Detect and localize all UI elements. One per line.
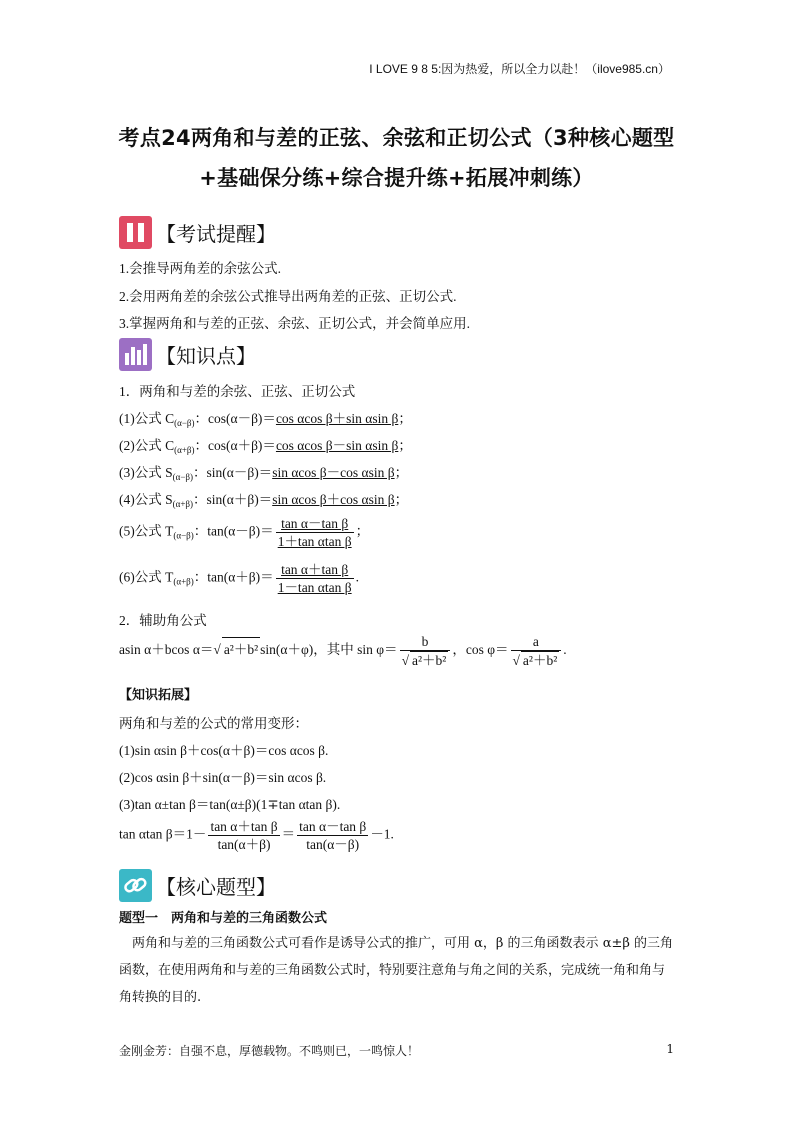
fraction: $\frac{a}{\text{√ a²＋b²}}$ <box>511 633 562 669</box>
exam-reminder-item: 2.会用两角差的余弦公式推导出两角差的正弦、正切公式. <box>119 289 457 304</box>
fraction: $\frac{\text{tan α＋tan β}}{\text{1－tan αtan β}}$ <box>277 562 352 595</box>
tan-formula-line: (6)公式 $T_{(\alpha+\beta)}$：tan(α＋β)＝ $\frac{\text{tan α＋tan β}}{\text{1－tan αtan β}}$ . <box>119 562 359 595</box>
formula-line: (1)公式 $C_{(\alpha-\beta)}$：cos(α－β)＝cos αcos β＋sin αsin β； <box>119 411 412 428</box>
page-number: 1 <box>666 1042 674 1056</box>
fraction: $\frac{b}{\text{√ a²＋b²}}$ <box>400 633 451 669</box>
formula-line: (3)公式 $S_{(\alpha-\beta)}$：sin(α－β)＝sin αcos β－cos αsin β； <box>119 465 409 482</box>
footer-motto: 金刚金芳：自强不息，厚德载物。不鸣则已，一鸣惊人！ <box>119 1044 420 1058</box>
section-core <box>119 867 276 903</box>
question-type-title: 题型一 两角和与差的三角函数公式 <box>119 911 328 926</box>
page-header: I LOVE 9 8 5:因为热爱，所以全力以赴！（ilove985.cn） <box>369 62 670 76</box>
page-title-line1: 考点24两角和与差的正弦、余弦和正切公式（3种核心题型 <box>118 126 675 150</box>
knowledge-heading: 2．辅助角公式 <box>119 613 207 628</box>
extension-formula: tan αtan β＝1－ $\frac{\text{tan α＋tan β}}{\tan(\alpha+\beta)}$ ＝ $\frac{\text{tan α－tan β}}{\tan(\alpha-\beta)}$ －1. <box>119 819 394 852</box>
tan-formula-line: (5)公式 $T_{(\alpha-\beta)}$：tan(α－β)＝ $\frac{\text{tan α－tan β}}{\text{1＋tan αtan β}}$ ； <box>119 516 370 549</box>
page-footer <box>119 1042 674 1059</box>
fraction: $\frac{\text{tan α－tan β}}{\tan(\alpha-\beta)}$ <box>299 819 367 852</box>
section-title: 【核心题型】 <box>156 874 276 899</box>
fraction: $\frac{\text{tan α＋tan β}}{\tan(\alpha+\beta)}$ <box>210 819 278 852</box>
link-icon <box>119 869 152 902</box>
aux-angle-formula: asin α＋bcos α＝√ a²＋b² sin(α＋φ)，其中 sin φ＝ $\frac{b}{\text{√ a²＋b²}}$ ，cos φ＝ $\frac{a}{\text{√ a²＋b²}}$ . <box>119 634 567 668</box>
extension-intro: 两角和与差的公式的常用变形： <box>119 716 308 731</box>
exam-reminder-item: 1.会推导两角差的余弦公式. <box>119 261 281 276</box>
extension-item: (3)tan α±tan β＝tan(α±β)(1∓tan αtan β). <box>119 797 341 812</box>
formula-line: (4)公式 $S_{(\alpha+\beta)}$：sin(α＋β)＝sin αcos β＋cos αsin β； <box>119 492 409 509</box>
extension-item: (2)cos αsin β＋sin(α－β)＝sin αcos β. <box>119 770 327 785</box>
exam-reminder-item: 3.掌握两角和与差的正弦、余弦、正切公式，并会简单应用. <box>119 316 470 331</box>
extension-item: (1)sin αsin β＋cos(α＋β)＝cos αcos β. <box>119 743 329 758</box>
formula-line: (2)公式 $C_{(\alpha+\beta)}$：cos(α＋β)＝cos αcos β－sin αsin β； <box>119 438 412 455</box>
section-exam-reminder <box>119 214 276 250</box>
question-type-description: 两角和与差的三角函数公式可看作是诱导公式的推广，可用 α，β 的三角函数表示 α±β 的三角函数，在使用两角和与差的三角函数公式时，特别要注意角与角之间的关系，完成统一角和角与角转换的目的. <box>119 936 674 1005</box>
knowledge-heading: 1．两角和与差的余弦、正弦、正切公式 <box>119 384 356 399</box>
section-title: 【考试提醒】 <box>156 221 276 246</box>
fraction: $\frac{\text{tan α－tan β}}{\text{1＋tan αtan β}}$ <box>277 516 352 549</box>
bar-chart-icon <box>119 338 152 371</box>
pause-icon <box>119 216 152 249</box>
section-title: 【知识点】 <box>156 343 256 368</box>
section-knowledge <box>119 336 256 372</box>
extension-title: 【知识拓展】 <box>119 688 198 703</box>
page-title-line2: +基础保分练+综合提升练+拓展冲刺练） <box>199 166 594 190</box>
